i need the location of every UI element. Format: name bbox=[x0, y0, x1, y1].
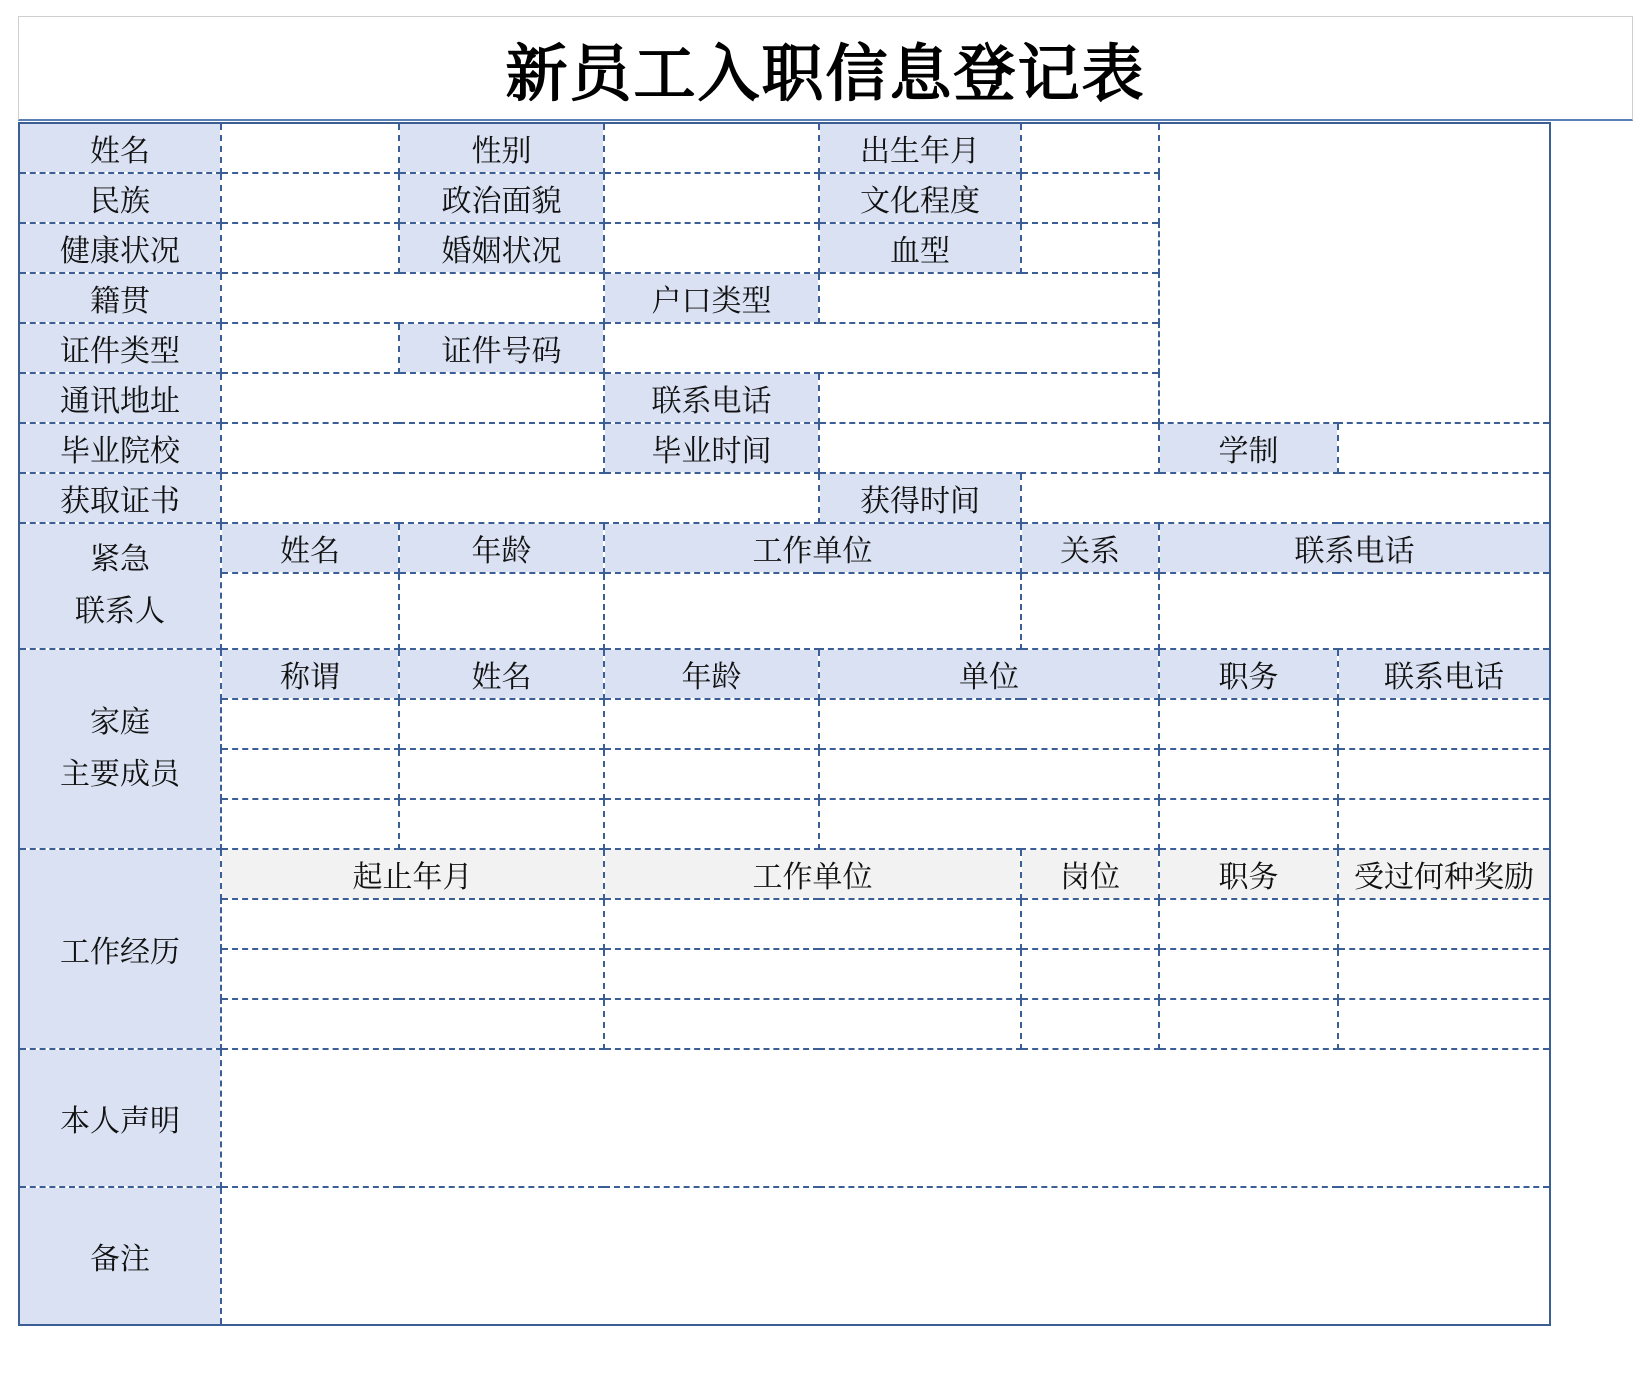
label-political: 政治面貌 bbox=[399, 173, 604, 223]
label-hukou-type: 户口类型 bbox=[604, 273, 819, 323]
family-row bbox=[19, 699, 1550, 749]
input-name[interactable] bbox=[221, 123, 399, 173]
work-cell[interactable] bbox=[604, 999, 1021, 1049]
label-id-number: 证件号码 bbox=[399, 323, 604, 373]
label-id-type: 证件类型 bbox=[19, 323, 221, 373]
family-cell[interactable] bbox=[604, 699, 819, 749]
family-cell[interactable] bbox=[1159, 799, 1338, 849]
work-header-awards: 受过何种奖励 bbox=[1338, 849, 1550, 899]
work-cell[interactable] bbox=[1159, 899, 1338, 949]
input-birth[interactable] bbox=[1021, 123, 1159, 173]
input-gender[interactable] bbox=[604, 123, 819, 173]
input-phone[interactable] bbox=[819, 373, 1159, 423]
family-cell[interactable] bbox=[604, 749, 819, 799]
work-cell[interactable] bbox=[1338, 999, 1550, 1049]
family-label-line2: 主要成员 bbox=[60, 757, 180, 792]
label-work-history: 工作经历 bbox=[19, 849, 221, 1049]
input-political[interactable] bbox=[604, 173, 819, 223]
family-label-line1: 家庭 bbox=[90, 705, 150, 740]
family-cell[interactable] bbox=[221, 799, 399, 849]
work-row bbox=[19, 949, 1550, 999]
label-ethnicity: 民族 bbox=[19, 173, 221, 223]
label-emergency-contact bbox=[19, 523, 221, 649]
input-address[interactable] bbox=[221, 373, 604, 423]
work-cell[interactable] bbox=[1338, 899, 1550, 949]
input-cert-time[interactable] bbox=[1021, 473, 1550, 523]
emergency-label-line2: 联系人 bbox=[75, 594, 165, 629]
photo-area[interactable] bbox=[1159, 123, 1550, 423]
input-school[interactable] bbox=[221, 423, 604, 473]
label-certificates: 获取证书 bbox=[19, 473, 221, 523]
family-cell[interactable] bbox=[819, 799, 1159, 849]
label-health: 健康状况 bbox=[19, 223, 221, 273]
family-cell[interactable] bbox=[1338, 749, 1550, 799]
family-cell[interactable] bbox=[1159, 699, 1338, 749]
work-cell[interactable] bbox=[1338, 949, 1550, 999]
family-header-employer: 单位 bbox=[819, 649, 1159, 699]
work-header-period: 起止年月 bbox=[221, 849, 604, 899]
work-cell[interactable] bbox=[1159, 949, 1338, 999]
input-remarks[interactable] bbox=[221, 1187, 1550, 1325]
label-remarks: 备注 bbox=[19, 1187, 221, 1325]
label-schooling: 学制 bbox=[1159, 423, 1338, 473]
label-native-place: 籍贯 bbox=[19, 273, 221, 323]
work-cell[interactable] bbox=[221, 949, 604, 999]
family-row bbox=[19, 749, 1550, 799]
emergency-header-employer: 工作单位 bbox=[604, 523, 1021, 573]
family-cell[interactable] bbox=[399, 749, 604, 799]
family-header-age: 年龄 bbox=[604, 649, 819, 699]
work-cell[interactable] bbox=[1021, 949, 1159, 999]
input-health[interactable] bbox=[221, 223, 399, 273]
family-cell[interactable] bbox=[399, 799, 604, 849]
work-header-employer: 工作单位 bbox=[604, 849, 1021, 899]
emergency-input-relation[interactable] bbox=[1021, 573, 1159, 649]
emergency-header-age: 年龄 bbox=[399, 523, 604, 573]
label-address: 通讯地址 bbox=[19, 373, 221, 423]
work-cell[interactable] bbox=[604, 899, 1021, 949]
emergency-header-relation: 关系 bbox=[1021, 523, 1159, 573]
work-cell[interactable] bbox=[221, 999, 604, 1049]
family-cell[interactable] bbox=[221, 699, 399, 749]
label-blood: 血型 bbox=[819, 223, 1021, 273]
input-ethnicity[interactable] bbox=[221, 173, 399, 223]
emergency-label-line1: 紧急 bbox=[90, 542, 150, 577]
family-cell[interactable] bbox=[399, 699, 604, 749]
label-name: 姓名 bbox=[19, 123, 221, 173]
label-gender: 性别 bbox=[399, 123, 604, 173]
family-cell[interactable] bbox=[1338, 799, 1550, 849]
family-cell[interactable] bbox=[604, 799, 819, 849]
work-cell[interactable] bbox=[604, 949, 1021, 999]
work-header-position: 职务 bbox=[1159, 849, 1338, 899]
family-header-name: 姓名 bbox=[399, 649, 604, 699]
label-school: 毕业院校 bbox=[19, 423, 221, 473]
emergency-input-name[interactable] bbox=[221, 573, 399, 649]
input-id-number[interactable] bbox=[604, 323, 1159, 373]
family-header-title: 称谓 bbox=[221, 649, 399, 699]
emergency-header-phone: 联系电话 bbox=[1159, 523, 1550, 573]
input-id-type[interactable] bbox=[221, 323, 399, 373]
family-cell[interactable] bbox=[819, 749, 1159, 799]
label-family-members bbox=[19, 649, 221, 849]
input-blood[interactable] bbox=[1021, 223, 1159, 273]
input-statement[interactable] bbox=[221, 1049, 1550, 1187]
label-grad-time: 毕业时间 bbox=[604, 423, 819, 473]
label-cert-time: 获得时间 bbox=[819, 473, 1021, 523]
input-education[interactable] bbox=[1021, 173, 1159, 223]
family-cell[interactable] bbox=[1338, 699, 1550, 749]
label-marital: 婚姻状况 bbox=[399, 223, 604, 273]
family-cell[interactable] bbox=[1159, 749, 1338, 799]
emergency-input-age[interactable] bbox=[399, 573, 604, 649]
label-birth: 出生年月 bbox=[819, 123, 1021, 173]
family-cell[interactable] bbox=[819, 699, 1159, 749]
work-cell[interactable] bbox=[1021, 899, 1159, 949]
registration-sheet bbox=[18, 16, 1633, 1378]
work-row bbox=[19, 899, 1550, 949]
input-certificates[interactable] bbox=[221, 473, 819, 523]
input-schooling[interactable] bbox=[1338, 423, 1550, 473]
input-grad-time[interactable] bbox=[819, 423, 1159, 473]
family-cell[interactable] bbox=[221, 749, 399, 799]
work-cell[interactable] bbox=[221, 899, 604, 949]
page-title: 新员工入职信息登记表 bbox=[18, 16, 1633, 121]
emergency-input-employer[interactable] bbox=[604, 573, 1021, 649]
work-row bbox=[19, 999, 1550, 1049]
emergency-header-name: 姓名 bbox=[221, 523, 399, 573]
family-header-phone: 联系电话 bbox=[1338, 649, 1550, 699]
registration-form-table bbox=[18, 122, 1551, 1326]
label-education: 文化程度 bbox=[819, 173, 1021, 223]
family-row bbox=[19, 799, 1550, 849]
family-header-position: 职务 bbox=[1159, 649, 1338, 699]
input-hukou-type[interactable] bbox=[819, 273, 1159, 323]
work-cell[interactable] bbox=[1159, 999, 1338, 1049]
label-statement: 本人声明 bbox=[19, 1049, 221, 1187]
input-marital[interactable] bbox=[604, 223, 819, 273]
work-header-post: 岗位 bbox=[1021, 849, 1159, 899]
label-phone: 联系电话 bbox=[604, 373, 819, 423]
emergency-input-phone[interactable] bbox=[1159, 573, 1550, 649]
work-cell[interactable] bbox=[1021, 999, 1159, 1049]
input-native-place[interactable] bbox=[221, 273, 604, 323]
